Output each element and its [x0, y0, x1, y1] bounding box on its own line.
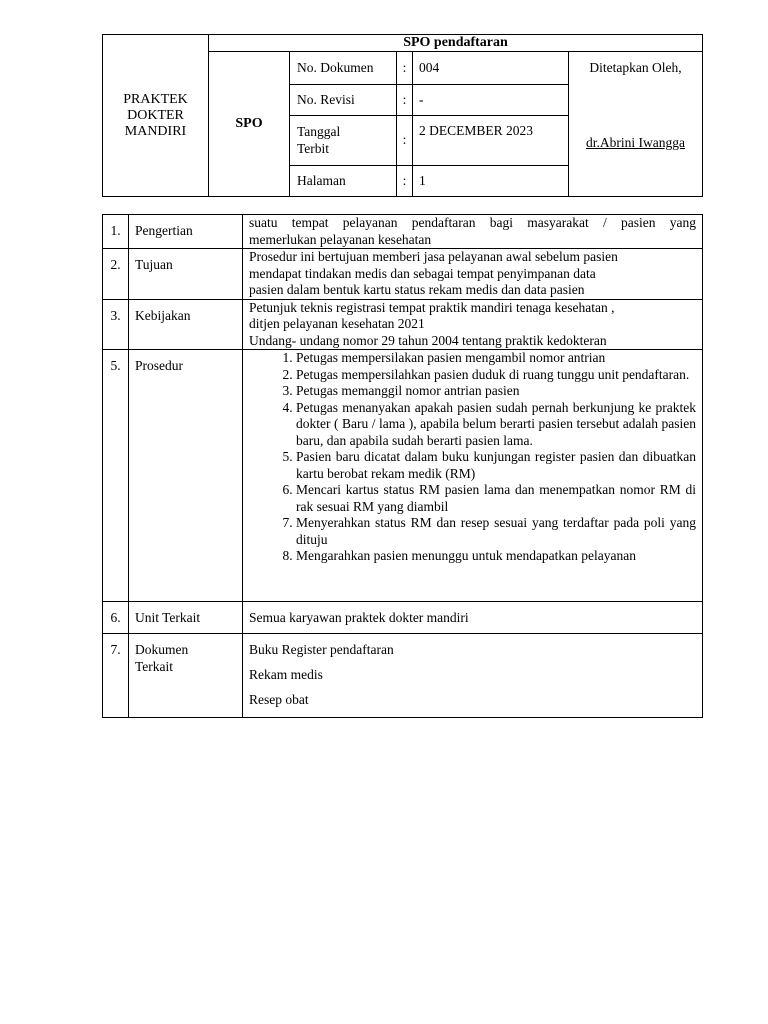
- field-colon: :: [397, 52, 413, 85]
- field-colon: :: [397, 85, 413, 116]
- section-title-line: Terkait: [135, 658, 174, 674]
- section-number: 2.: [103, 249, 129, 300]
- field-value-tanggal-terbit: 2 DECEMBER 2023: [413, 116, 569, 166]
- procedure-steps-list: [243, 350, 702, 565]
- section-content: [243, 350, 703, 602]
- section-row-kebijakan: [103, 299, 703, 350]
- content-line: suatu tempat pelayanan pendaftaran bagi masyarakat / pasien yang: [249, 215, 696, 230]
- section-row-pengertian: [103, 215, 703, 249]
- section-content: [243, 634, 703, 718]
- section-number: 3.: [103, 299, 129, 350]
- section-title-line: Dokumen: [135, 642, 189, 657]
- section-row-tujuan: [103, 249, 703, 300]
- approved-by-label: Ditetapkan Oleh,: [589, 60, 682, 75]
- content-line: ditjen pelayanan kesehatan 2021: [249, 316, 425, 331]
- section-row-dokumen-terkait: [103, 634, 703, 718]
- section-row-unit-terkait: [103, 602, 703, 634]
- procedure-step: 1. Petugas mempersilakan pasien mengambil nomor antrian: [296, 350, 696, 367]
- procedure-step: 3. Petugas memanggil nomor antrian pasien: [296, 383, 696, 400]
- section-number: 7.: [103, 634, 129, 718]
- content-line: pasien dalam bentuk kartu status rekam medis dan data pasien: [249, 282, 585, 297]
- content-line: Prosedur ini bertujuan memberi jasa pelayanan awal sebelum pasien: [249, 249, 618, 264]
- field-value-halaman: 1: [413, 166, 569, 197]
- content-line: memerlukan pelayanan kesehatan: [249, 231, 432, 247]
- section-content: [243, 249, 703, 300]
- content-line: mendapat tindakan medis dan sebagai tempat penyimpanan data: [249, 265, 596, 281]
- procedure-step: 2. Petugas mempersilahkan pasien duduk di ruang tunggu unit pendaftaran.: [296, 367, 696, 384]
- field-value-no-revisi: -: [413, 85, 569, 116]
- procedure-step: 4. Petugas menanyakan apakah pasien sudah pernah berkunjung ke praktek dokter ( Baru / lama ), apabila belum berarti pasien tersebut adalah pasien baru, dan apabila sudah berarti pasien lama.: [296, 400, 696, 450]
- section-content: Semua karyawan praktek dokter mandiri: [243, 602, 703, 634]
- field-label-line: Terbit: [297, 140, 330, 156]
- section-content: [243, 299, 703, 350]
- approval-block: [569, 52, 703, 197]
- field-label-halaman: Halaman: [290, 166, 397, 197]
- field-colon: :: [397, 166, 413, 197]
- section-title: Prosedur: [129, 350, 243, 602]
- section-title: Kebijakan: [129, 299, 243, 350]
- content-line: Undang- undang nomor 29 tahun 2004 tentang praktik kedokteran: [249, 332, 607, 348]
- field-value-no-dokumen: 004: [413, 52, 569, 85]
- procedure-step: 7. Menyerahkan status RM dan resep sesuai yang terdaftar pada poli yang dituju: [296, 515, 696, 548]
- section-title: Unit Terkait: [129, 602, 243, 634]
- procedure-step: 6. Mencari kartus status RM pasien lama dan menempatkan nomor RM di rak sesuai RM yang diambil: [296, 482, 696, 515]
- section-title: [129, 634, 243, 718]
- content-line: Petunjuk teknis registrasi tempat praktik mandiri tenaga kesehatan ,: [249, 299, 615, 315]
- spo-label: SPO: [209, 52, 290, 197]
- field-label-tanggal-terbit: [290, 116, 397, 166]
- field-label-line: Tanggal: [297, 124, 341, 139]
- org-line: DOKTER: [127, 107, 184, 123]
- field-colon: :: [397, 116, 413, 166]
- signer-name: dr.Abrini Iwangga: [586, 135, 685, 150]
- procedure-table: [102, 214, 703, 718]
- section-title: Tujuan: [129, 249, 243, 300]
- field-label-no-revisi: No. Revisi: [290, 85, 397, 116]
- header-table: [102, 34, 703, 197]
- procedure-step: 8. Mengarahkan pasien menunggu untuk mendapatkan pelayanan: [296, 548, 696, 565]
- section-number: 5.: [103, 350, 129, 602]
- section-title: Pengertian: [129, 215, 243, 249]
- org-line: MANDIRI: [124, 123, 187, 139]
- document-item: Rekam medis: [249, 667, 323, 682]
- section-content: [243, 215, 703, 249]
- document-item: Resep obat: [249, 692, 309, 707]
- document-item: Buku Register pendaftaran: [249, 642, 394, 657]
- organization-name: [103, 35, 209, 197]
- field-label-no-dokumen: No. Dokumen: [290, 52, 397, 85]
- section-row-prosedur: [103, 350, 703, 602]
- section-number: 6.: [103, 602, 129, 634]
- section-number: 1.: [103, 215, 129, 249]
- procedure-step: 5. Pasien baru dicatat dalam buku kunjungan register pasien dan dibuatkan kartu berobat rekam medik (RM): [296, 449, 696, 482]
- org-line: PRAKTEK: [123, 91, 188, 107]
- document-title: SPO pendaftaran: [209, 35, 703, 52]
